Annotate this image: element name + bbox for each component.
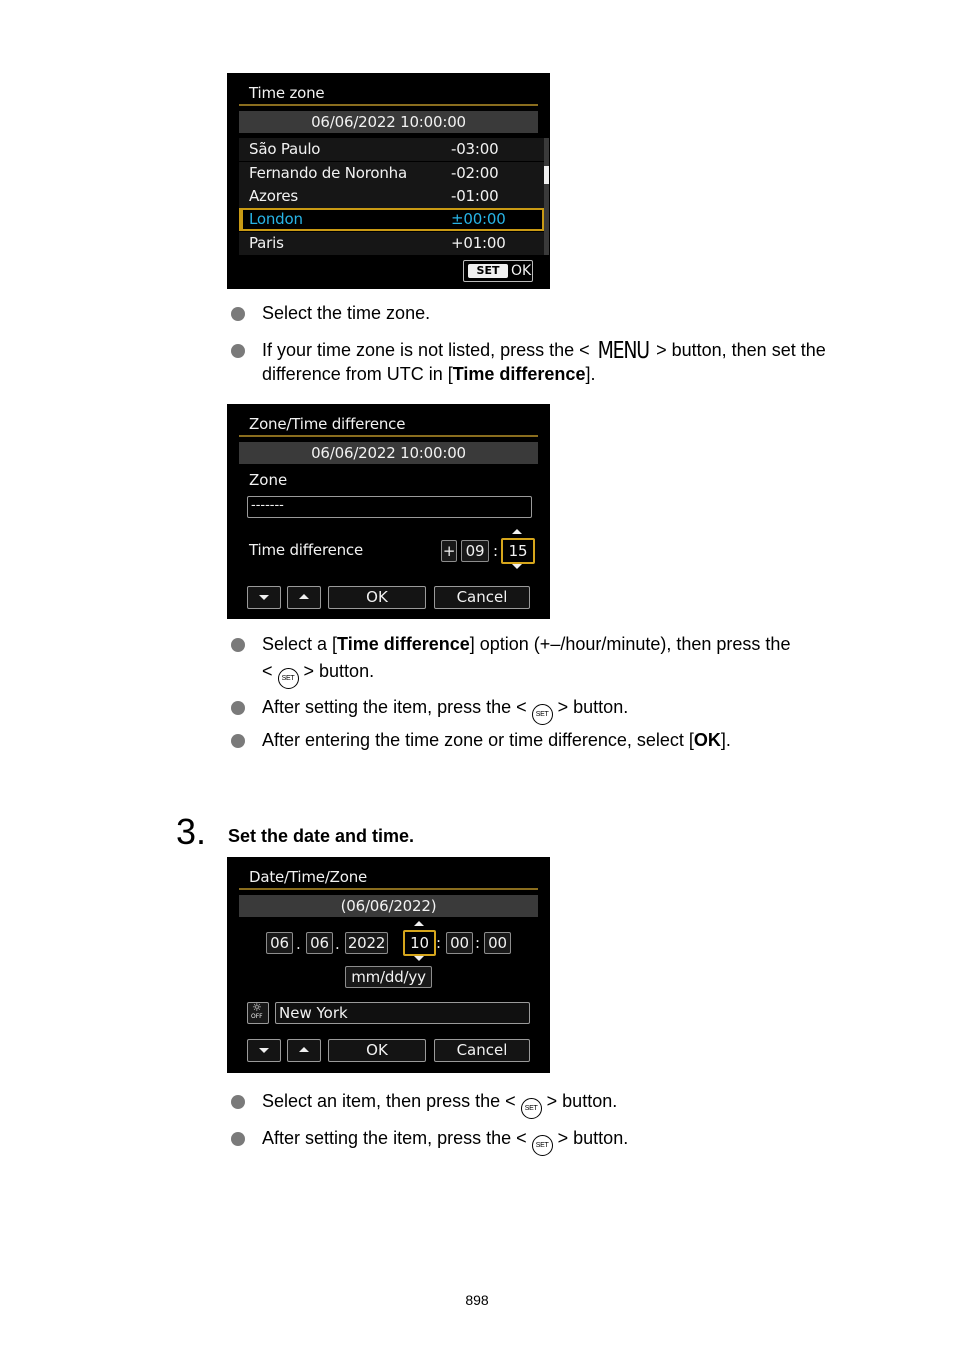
day-field[interactable]: 06 [306,932,333,954]
scroll-down-button[interactable] [247,1039,281,1062]
ok-label: OK [511,263,532,279]
time-colon-separator: : [436,934,442,952]
second-field[interactable]: 00 [484,932,511,954]
bullet-icon [231,307,245,321]
scroll-up-button[interactable] [287,1039,321,1062]
set-ok-button[interactable] [463,260,533,282]
bullet-text: After entering the time zone or time difference, select [OK]. [262,730,731,750]
hour-field[interactable]: 10 [403,930,436,956]
time-zone-row[interactable] [239,185,546,208]
time-zone-row[interactable] [239,232,546,255]
bullet-text: Select the time zone. [262,303,431,323]
cancel-button[interactable]: Cancel [434,586,530,609]
city-name: London [249,210,303,228]
bullet-icon [231,344,245,358]
date-display-bar: (06/06/2022) [239,895,538,917]
date-time-zone-screen [227,857,550,1073]
date-dot-separator: . [335,935,340,953]
hours-field[interactable]: 09 [461,540,489,562]
bullet-text: After setting the item, press the < SET > button. [262,1127,871,1156]
step-number: 3. [176,811,207,852]
utc-offset: ±00:00 [451,210,506,228]
datetime-bar: 06/06/2022 10:00:00 [239,111,538,133]
colon-separator: : [493,542,499,560]
zone-field[interactable] [247,496,532,518]
set-button-icon: SET [278,668,299,689]
title-underline [239,104,538,106]
selection-frame [243,210,542,229]
set-icon: SET [468,264,508,278]
time-zone-row[interactable] [239,162,546,185]
screen-title: Date/Time/Zone [249,868,368,886]
sign-field[interactable]: + [442,542,456,560]
screen-title: Time zone [249,84,325,102]
zone-time-difference-screen [227,404,550,619]
scroll-up-button[interactable] [287,586,321,609]
bullet-icon [231,1095,245,1109]
datetime-bar: 06/06/2022 10:00:00 [239,442,538,464]
bullet-text: Select a [Time difference] option (+–/hour/minute), then press the < SET > button. [262,631,871,689]
minute-field[interactable]: 00 [446,932,473,954]
utc-offset: -01:00 [451,187,499,205]
time-zone-value: New York [279,1004,348,1022]
screen-title: Zone/Time difference [249,415,406,433]
down-arrow-icon [259,595,269,600]
date-format-field[interactable]: mm/dd/yy [345,966,432,988]
ok-button[interactable]: OK [328,1039,426,1062]
dst-off-label: OFF [251,1013,263,1020]
daylight-saving-icon[interactable]: ☼ OFF [247,1002,269,1024]
bullet-text: Select an item, then press the < SET > button. [262,1090,871,1119]
increase-arrow-icon[interactable] [414,921,424,926]
month-field[interactable]: 06 [266,932,293,954]
step-title: Set the date and time. [228,826,415,846]
list-scrollbar[interactable] [544,138,549,255]
list-item [231,633,871,683]
set-button-icon: SET [532,704,553,725]
city-name: São Paulo [249,140,321,158]
up-arrow-icon [299,1047,309,1052]
city-name: Paris [249,234,284,252]
time-zone-row-selected[interactable] [239,208,546,231]
bullet-icon [231,701,245,715]
zone-label: Zone [249,471,288,489]
bullet-icon [231,638,245,652]
menu-button-icon: MENU [597,338,649,364]
up-arrow-icon [299,594,309,599]
city-name: Fernando de Noronha [249,164,407,182]
set-button-icon: SET [532,1135,553,1156]
time-zone-screen [227,73,550,289]
decrease-arrow-icon[interactable] [512,564,522,569]
year-field[interactable]: 2022 [345,932,388,954]
time-zone-field[interactable] [275,1002,530,1024]
ok-button[interactable]: OK [328,586,426,609]
time-difference-label: Time difference [249,541,364,559]
time-colon-separator: : [475,934,481,952]
set-button-icon: SET [521,1098,542,1119]
date-dot-separator: . [296,935,301,953]
cancel-button[interactable]: Cancel [434,1039,530,1062]
bullet-icon [231,1132,245,1146]
scrollbar-thumb[interactable] [544,166,549,184]
city-name: Azores [249,187,298,205]
bullet-text: After setting the item, press the < SET > button. [262,696,871,725]
down-arrow-icon [259,1048,269,1053]
utc-offset: +01:00 [451,234,506,252]
utc-offset: -03:00 [451,140,499,158]
title-underline [239,888,538,890]
scroll-down-button[interactable] [247,586,281,609]
time-zone-row[interactable] [239,138,546,161]
decrease-arrow-icon[interactable] [414,956,424,961]
increase-arrow-icon[interactable] [512,529,522,534]
bullet-text: If your time zone is not listed, press the < MENU > button, then set the difference from UTC in [Time difference]. [262,338,826,384]
title-underline [239,435,538,437]
utc-offset: -02:00 [451,164,499,182]
minutes-field[interactable]: 15 [501,538,535,564]
page-number: 898 [465,1292,489,1308]
zone-value: ------- [251,498,284,513]
list-item [231,339,871,385]
bullet-icon [231,734,245,748]
